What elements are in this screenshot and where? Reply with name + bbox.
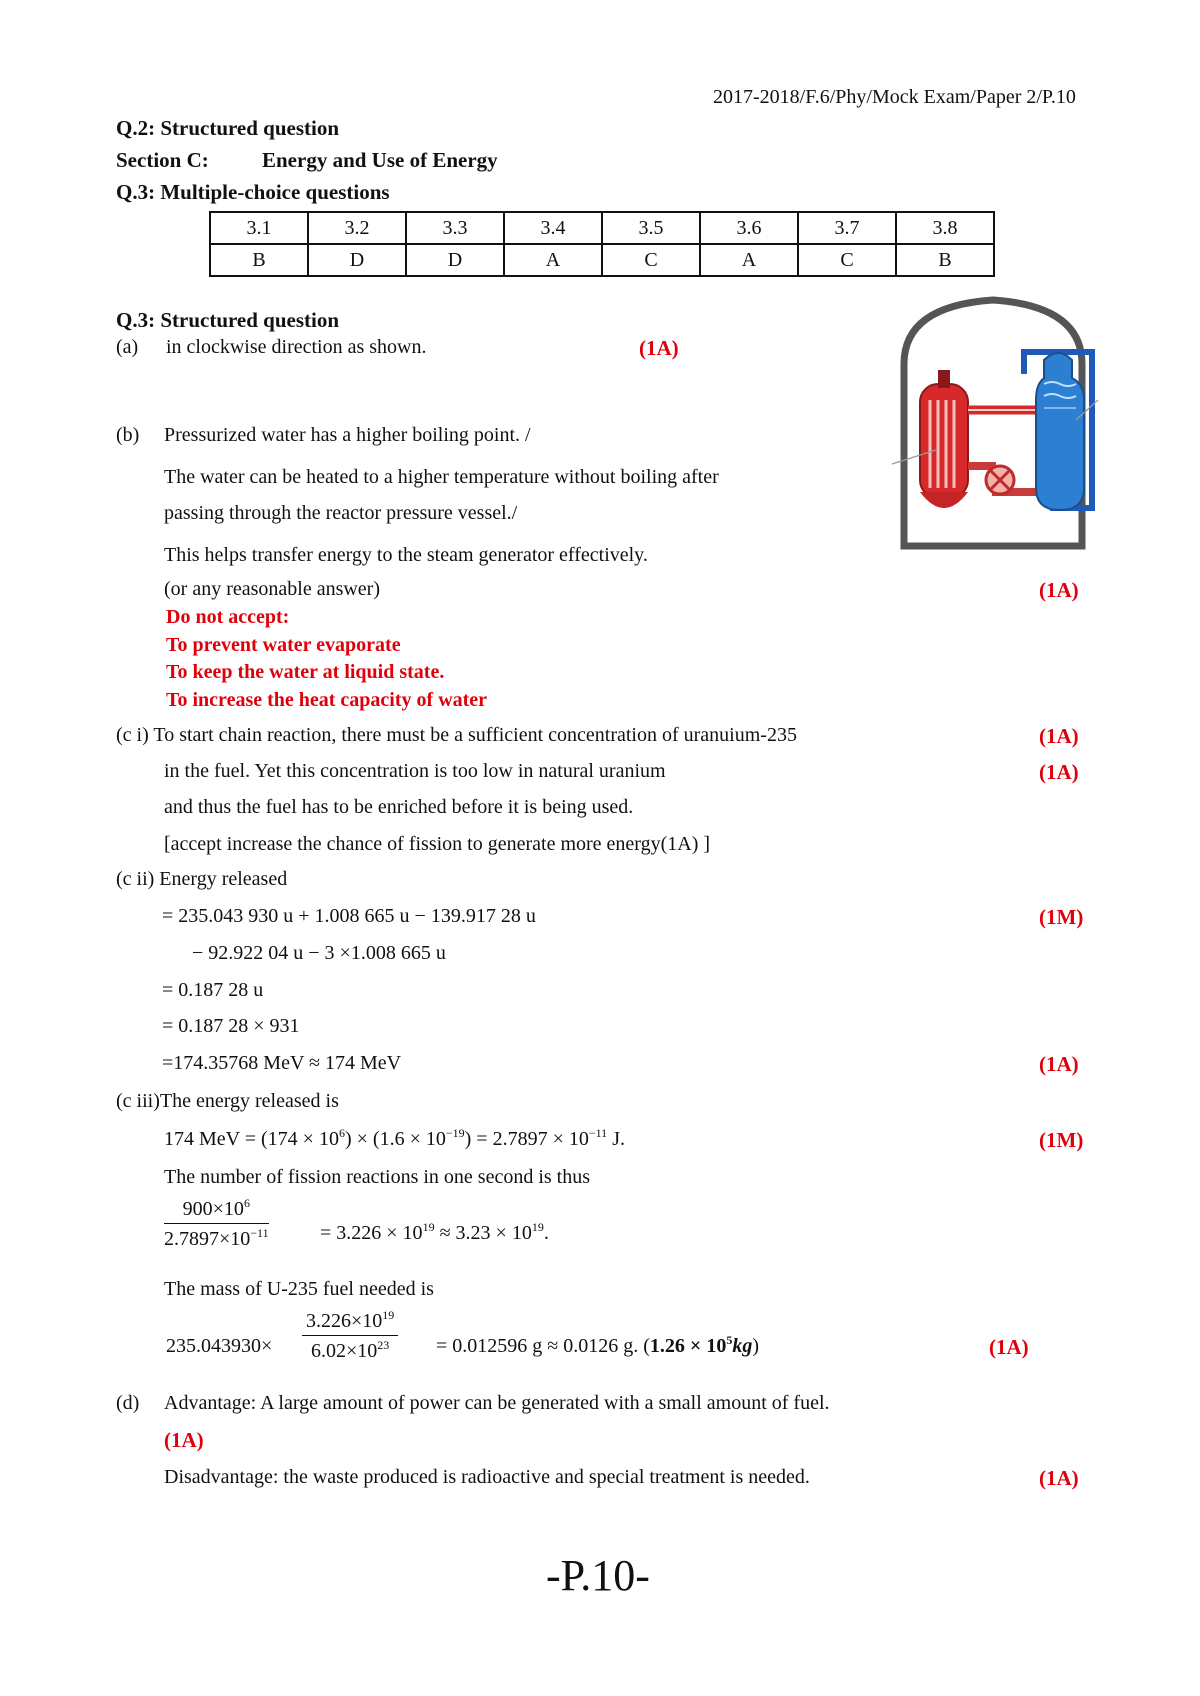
- mc-number: 3.3: [406, 212, 504, 244]
- part-d-mark2: (1A): [1039, 1466, 1079, 1490]
- section-c-title: Energy and Use of Energy: [262, 148, 498, 172]
- part-ci-mark2: (1A): [1039, 760, 1079, 784]
- q3-structured-title: Q.3: Structured question: [116, 308, 340, 332]
- mc-answer: B: [896, 244, 994, 276]
- not-accept-item: To prevent water evaporate: [166, 634, 401, 656]
- mc-number-row: [210, 212, 994, 244]
- fission-rate-fraction: $\frac{900\times 10^6}{2.7897\times 10^{-11}}$: [164, 1196, 269, 1250]
- part-cii-mark1: (1M): [1039, 905, 1084, 929]
- part-ciii-mark1: (1M): [1039, 1128, 1084, 1152]
- part-ciii-line1: (c iii)The energy released is: [116, 1090, 339, 1112]
- pwr-reactor-diagram: [880, 292, 1106, 560]
- part-ci-line2: in the fuel. Yet this concentration is too low in natural uranium: [164, 760, 666, 782]
- part-b-line1: Pressurized water has a higher boiling point. /: [164, 424, 531, 446]
- part-cii-line6: =174.35768 MeV ≈ 174 MeV: [162, 1052, 402, 1074]
- mc-number: 3.4: [504, 212, 602, 244]
- part-cii-line2: = 235.043 930 u + 1.008 665 u − 139.917 28 u: [162, 905, 536, 927]
- part-ciii-line3: The mass of U-235 fuel needed is: [164, 1278, 434, 1300]
- part-d-mark1: (1A): [164, 1428, 204, 1452]
- section-c-label: Section C:: [116, 148, 209, 172]
- mc-number: 3.6: [700, 212, 798, 244]
- mc-number: 3.8: [896, 212, 994, 244]
- q3-mc-title: Q.3: Multiple-choice questions: [116, 180, 390, 204]
- mc-answer: A: [504, 244, 602, 276]
- part-ciii-mark2: (1A): [989, 1335, 1029, 1359]
- mc-answer-table: [209, 211, 995, 277]
- part-b-line4: This helps transfer energy to the steam generator effectively.: [164, 544, 648, 566]
- part-ci-line1: (c i) To start chain reaction, there must be a sufficient concentration of uranuium-235: [116, 724, 797, 746]
- part-ci-mark1: (1A): [1039, 724, 1079, 748]
- mc-number: 3.1: [210, 212, 308, 244]
- part-b-line2: The water can be heated to a higher temperature without boiling after: [164, 466, 719, 488]
- part-a-label: (a): [116, 336, 139, 358]
- energy-equation: 174 MeV = $(174 \times 10^6) \times (1.6 \times 10^{-19}) = 2.7897 \times 10^{-11}$ J.: [164, 1126, 625, 1150]
- page-number: -P.10-: [546, 1551, 650, 1600]
- not-accept-item: To keep the water at liquid state.: [166, 661, 445, 683]
- part-a-mark: (1A): [639, 336, 679, 360]
- part-b-line5: (or any reasonable answer): [164, 578, 381, 600]
- mass-result: = 0.012596 g ≈ 0.0126 g. $(1.26 \times 10^5kg)$: [436, 1333, 759, 1357]
- part-ci-line4: [accept increase the chance of fission to generate more energy(1A) ]: [164, 833, 711, 855]
- reactor-vessel-icon: [920, 384, 968, 498]
- mc-answer: C: [798, 244, 896, 276]
- mc-answer: C: [602, 244, 700, 276]
- part-b-label: (b): [116, 424, 140, 446]
- header-ref: 2017-2018/F.6/Phy/Mock Exam/Paper 2/P.10: [713, 86, 1076, 108]
- mc-number: 3.2: [308, 212, 406, 244]
- mc-answer: A: [700, 244, 798, 276]
- fission-rate-result: = $3.226 \times 10^{19} \approx 3.23 \times 10^{19}$.: [320, 1220, 549, 1244]
- mass-fraction: $\frac{3.226\times 10^{19}}{6.02\times 10^{23}}$: [302, 1310, 398, 1363]
- part-cii-line3: − 92.922 04 u − 3 ×1.008 665 u: [192, 942, 446, 964]
- mc-number: 3.7: [798, 212, 896, 244]
- part-cii-line4: = 0.187 28 u: [162, 979, 264, 1001]
- part-d-disadvantage: Disadvantage: the waste produced is radioactive and special treatment is needed.: [164, 1466, 810, 1488]
- not-accept-heading: Do not accept:: [166, 606, 290, 628]
- part-a-text: in clockwise direction as shown.: [166, 336, 427, 358]
- part-cii-line5: = 0.187 28 × 931: [162, 1015, 300, 1037]
- mc-number: 3.5: [602, 212, 700, 244]
- part-b-line3: passing through the reactor pressure vessel./: [164, 502, 518, 524]
- part-cii-mark2: (1A): [1039, 1052, 1079, 1076]
- part-d-advantage: Advantage: A large amount of power can be generated with a small amount of fuel.: [164, 1392, 830, 1414]
- mc-answer-row: [210, 244, 994, 276]
- part-ciii-line2: The number of fission reactions in one second is thus: [164, 1166, 591, 1188]
- mc-answer: D: [308, 244, 406, 276]
- mc-answer: B: [210, 244, 308, 276]
- part-ci-line3: and thus the fuel has to be enriched before it is being used.: [164, 796, 634, 818]
- part-cii-line1: (c ii) Energy released: [116, 868, 288, 890]
- q2-title: Q.2: Structured question: [116, 116, 340, 140]
- part-d-label: (d): [116, 1392, 140, 1414]
- not-accept-item: To increase the heat capacity of water: [166, 689, 488, 711]
- part-b-mark: (1A): [1039, 578, 1079, 602]
- mc-answer: D: [406, 244, 504, 276]
- mass-prefix: 235.043930×: [166, 1335, 273, 1357]
